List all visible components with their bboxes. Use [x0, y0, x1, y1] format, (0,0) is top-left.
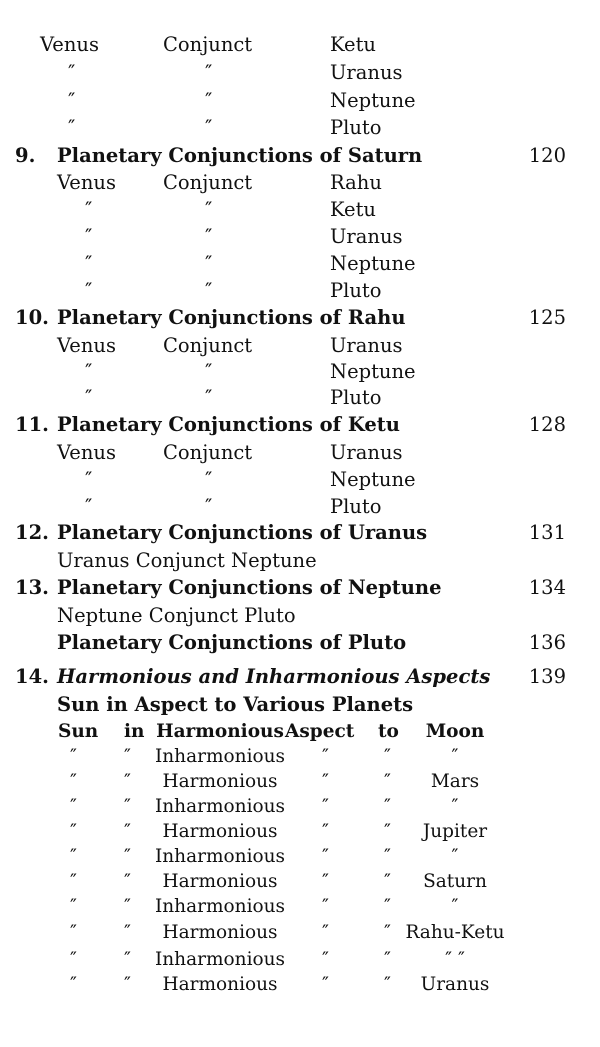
target-planet: Mars	[430, 771, 480, 792]
subject: ″	[70, 974, 77, 995]
section-title: Planetary Conjunctions of Rahu	[57, 306, 406, 329]
subject: ″	[70, 871, 77, 892]
aspect-word: ″	[322, 871, 329, 892]
conjunction-row	[0, 60, 600, 86]
section-number: 11.	[15, 413, 49, 436]
subentry-text: Neptune Conjunct Pluto	[57, 604, 296, 627]
planet-a: ″	[85, 198, 93, 221]
conjunction-row	[0, 224, 600, 250]
subject: ″	[70, 746, 77, 767]
planet-b: Neptune	[330, 360, 416, 383]
relation: ″	[205, 61, 213, 84]
aspect-kind: Harmonious	[162, 871, 278, 892]
planet-b: Pluto	[330, 495, 382, 518]
target-planet: Rahu-Ketu	[405, 922, 505, 943]
conjunction-row	[0, 440, 600, 466]
planet-a: ″	[68, 116, 76, 139]
aspect-word: ″	[322, 896, 329, 917]
relation: ″	[205, 360, 213, 383]
preposition: ″	[124, 896, 131, 917]
preposition: ″	[124, 821, 131, 842]
toc-subentry	[0, 603, 600, 629]
planet-a: Venus	[57, 441, 116, 464]
section-title: Planetary Conjunctions of Ketu	[57, 413, 400, 436]
preposition: ″	[124, 871, 131, 892]
planet-a: ″	[68, 61, 76, 84]
aspect-kind: Inharmonious	[154, 796, 286, 817]
page-number: 136	[528, 631, 566, 654]
page-number: 131	[528, 521, 566, 544]
planet-b: Neptune	[330, 252, 416, 275]
subject: Sun	[58, 721, 99, 742]
target-planet: Moon	[425, 721, 485, 742]
planet-b: Uranus	[330, 225, 403, 248]
target-planet: Uranus	[420, 974, 490, 995]
planet-b: Uranus	[330, 334, 403, 357]
page-number: 120	[528, 144, 566, 167]
section-title: Planetary Conjunctions of Neptune	[57, 576, 442, 599]
aspect-word: ″	[322, 846, 329, 867]
to-word: ″	[384, 771, 391, 792]
aspect-row	[0, 719, 600, 745]
planet-b: Uranus	[330, 61, 403, 84]
conjunction-row	[0, 385, 600, 411]
aspect-row	[0, 869, 600, 895]
to-word: ″	[384, 746, 391, 767]
page-number: 128	[528, 413, 566, 436]
to-word: ″	[384, 896, 391, 917]
to-word: to	[378, 721, 399, 742]
section-title: Planetary Conjunctions of Pluto	[57, 631, 407, 654]
planet-b: Neptune	[330, 89, 416, 112]
subheading-text: Sun in Aspect to Various Planets	[57, 693, 414, 716]
to-word: ″	[384, 846, 391, 867]
conjunction-row	[0, 467, 600, 493]
toc-entry	[0, 305, 600, 331]
target-planet: ″ ″	[445, 949, 465, 970]
page-number: 125	[528, 306, 566, 329]
conjunction-row	[0, 197, 600, 223]
planet-b: Ketu	[330, 198, 376, 221]
conjunction-row	[0, 278, 600, 304]
conjunction-row	[0, 359, 600, 385]
relation: ″	[205, 225, 213, 248]
relation: ″	[205, 116, 213, 139]
to-word: ″	[384, 871, 391, 892]
aspect-word: ″	[322, 821, 329, 842]
relation: Conjunct	[163, 33, 253, 56]
relation: ″	[205, 252, 213, 275]
planet-a: Venus	[57, 171, 116, 194]
aspect-kind: Harmonious	[162, 771, 278, 792]
section-number: 10.	[15, 306, 49, 329]
conjunction-row	[0, 333, 600, 359]
target-planet: Jupiter	[422, 821, 488, 842]
relation: ″	[205, 386, 213, 409]
planet-b: Rahu	[330, 171, 382, 194]
target-planet: Saturn	[423, 871, 487, 892]
section-number: 13.	[15, 576, 49, 599]
subject: ″	[70, 846, 77, 867]
relation: ″	[205, 198, 213, 221]
relation: Conjunct	[163, 171, 253, 194]
relation: ″	[205, 495, 213, 518]
preposition: in	[124, 721, 145, 742]
aspect-row	[0, 819, 600, 845]
toc-subheading	[0, 692, 600, 718]
planet-a: ″	[68, 89, 76, 112]
preposition: ″	[124, 796, 131, 817]
aspect-row	[0, 947, 600, 973]
toc-entry	[0, 520, 600, 546]
to-word: ″	[384, 821, 391, 842]
aspect-kind: Inharmonious	[154, 846, 286, 867]
toc-entry	[0, 412, 600, 438]
preposition: ″	[124, 846, 131, 867]
subject: ″	[70, 922, 77, 943]
relation: Conjunct	[163, 334, 253, 357]
relation: Conjunct	[163, 441, 253, 464]
conjunction-row	[0, 170, 600, 196]
toc-entry	[0, 143, 600, 169]
toc-entry	[0, 664, 600, 690]
subject: ″	[70, 896, 77, 917]
aspect-word: ″	[322, 949, 329, 970]
to-word: ″	[384, 974, 391, 995]
subject: ″	[70, 771, 77, 792]
aspect-word: ″	[322, 771, 329, 792]
aspect-word: ″	[322, 974, 329, 995]
toc-subentry	[0, 548, 600, 574]
planet-a: Venus	[57, 334, 116, 357]
subentry-text: Uranus Conjunct Neptune	[57, 549, 317, 572]
preposition: ″	[124, 771, 131, 792]
aspect-row	[0, 844, 600, 870]
aspect-row	[0, 794, 600, 820]
conjunction-row	[0, 251, 600, 277]
section-number: 12.	[15, 521, 49, 544]
aspect-row	[0, 894, 600, 920]
target-planet: ″	[451, 796, 459, 817]
aspect-word: ″	[322, 796, 329, 817]
aspect-kind: Harmonious	[162, 821, 278, 842]
planet-b: Pluto	[330, 386, 382, 409]
preposition: ″	[124, 949, 131, 970]
planet-a: ″	[85, 225, 93, 248]
aspect-row	[0, 972, 600, 998]
subject: ″	[70, 821, 77, 842]
page-number: 134	[528, 576, 566, 599]
section-number: 9.	[15, 144, 36, 167]
page-number: 139	[528, 665, 566, 688]
planet-a: ″	[85, 495, 93, 518]
conjunction-row	[0, 88, 600, 114]
subject: ″	[70, 949, 77, 970]
target-planet: ″	[451, 846, 459, 867]
preposition: ″	[124, 922, 131, 943]
aspect-word: ″	[322, 746, 329, 767]
aspect-word: ″	[322, 922, 329, 943]
conjunction-row	[0, 494, 600, 520]
planet-b: Pluto	[330, 116, 382, 139]
relation: ″	[205, 468, 213, 491]
aspect-row	[0, 769, 600, 795]
preposition: ″	[124, 746, 131, 767]
aspect-kind: Harmonious	[162, 974, 278, 995]
aspect-word: Aspect	[285, 721, 355, 742]
planet-b: Ketu	[330, 33, 376, 56]
section-title: Planetary Conjunctions of Saturn	[57, 144, 423, 167]
conjunction-row	[0, 32, 600, 58]
toc-entry	[0, 575, 600, 601]
aspect-kind: Inharmonious	[154, 746, 286, 767]
subject: ″	[70, 796, 77, 817]
planet-b: Uranus	[330, 441, 403, 464]
target-planet: ″	[451, 896, 459, 917]
relation: ″	[205, 89, 213, 112]
planet-a: ″	[85, 386, 93, 409]
planet-a: ″	[85, 279, 93, 302]
planet-a: ″	[85, 360, 93, 383]
aspect-kind: Harmonious	[156, 721, 284, 742]
aspect-row	[0, 920, 600, 946]
aspect-kind: Inharmonious	[154, 896, 286, 917]
planet-a: Venus	[40, 33, 99, 56]
to-word: ″	[384, 922, 391, 943]
to-word: ″	[384, 949, 391, 970]
planet-a: ″	[85, 468, 93, 491]
planet-b: Pluto	[330, 279, 382, 302]
aspect-kind: Harmonious	[162, 922, 278, 943]
aspect-kind: Inharmonious	[154, 949, 286, 970]
aspect-row	[0, 744, 600, 770]
planet-a: ″	[85, 252, 93, 275]
preposition: ″	[124, 974, 131, 995]
conjunction-row	[0, 115, 600, 141]
section-title: Harmonious and Inharmonious Aspects	[57, 665, 491, 688]
to-word: ″	[384, 796, 391, 817]
target-planet: ″	[451, 746, 459, 767]
toc-entry	[0, 630, 600, 656]
planet-b: Neptune	[330, 468, 416, 491]
relation: ″	[205, 279, 213, 302]
section-title: Planetary Conjunctions of Uranus	[57, 521, 428, 544]
section-number: 14.	[15, 665, 49, 688]
